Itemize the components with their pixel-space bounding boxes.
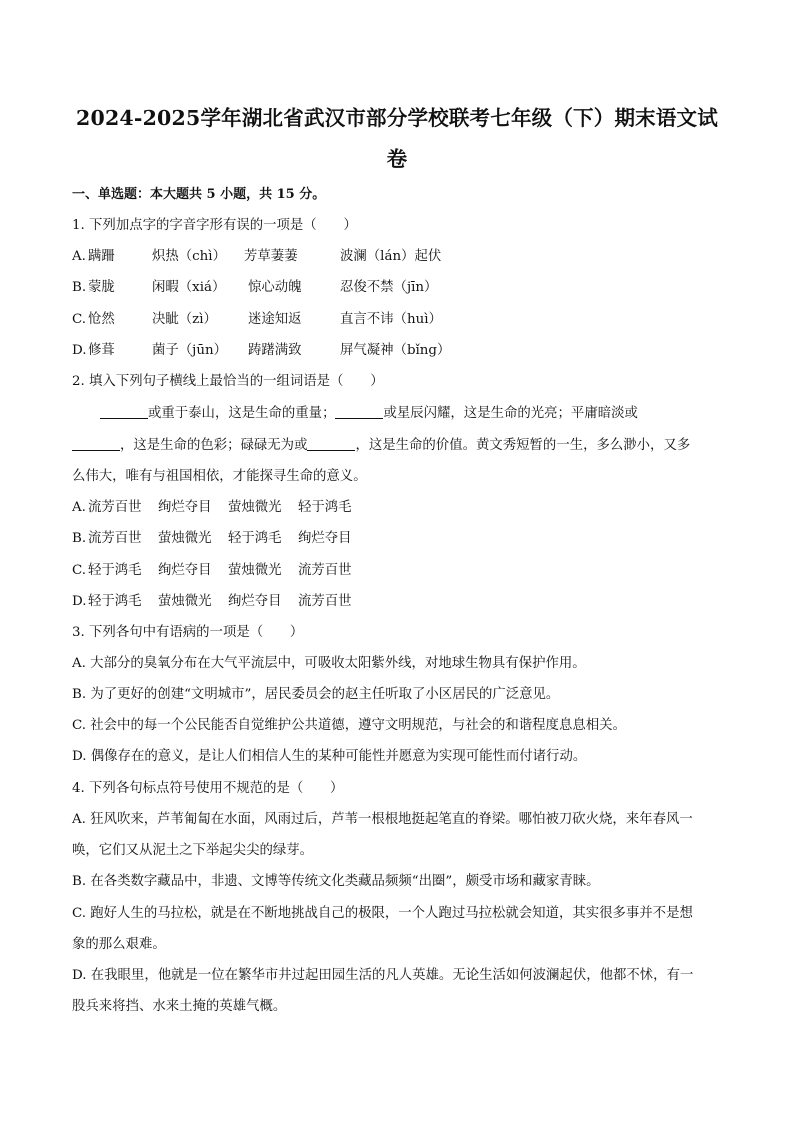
passage-text: 或重于泰山，这是生命的重量； <box>148 406 336 421</box>
question-2-option-c <box>72 560 722 582</box>
option-term: 炽热（chì） <box>152 249 226 264</box>
option-term: 惊心动魄 <box>248 280 302 295</box>
fill-blank <box>307 437 355 451</box>
question-3-option-c: C. 社会中的每一个公民能否自觉维护公共道德，遵守文明规范，与社会的和谐程度息息相关。 <box>72 718 626 733</box>
passage-text: ，这是生命的价值。黄文秀短暂的一生，多么渺小，又多 <box>355 438 691 453</box>
fill-blank <box>335 405 383 419</box>
question-1-option-c <box>72 309 722 331</box>
fill-blank <box>100 405 148 419</box>
question-2-passage-line-3: 么伟大，唯有与祖国相依，才能探寻生命的意义。 <box>72 469 367 484</box>
option-term: 蹒跚 <box>88 249 115 264</box>
title-line-1: 2024-2025学年湖北省武汉市部分学校联考七年级（下）期末语文试 <box>76 106 718 130</box>
question-4-option-c-line-1: C. 跑好人生的马拉松，就是在不断地挑战自己的极限，一个人跑过马拉松就会知道，其实很多事并不是想 <box>72 906 693 921</box>
question-2-option-b <box>72 528 722 550</box>
option-term: 绚烂夺目 <box>158 500 212 515</box>
option-label: B. <box>72 531 87 546</box>
option-label: A. <box>72 249 86 264</box>
question-4-option-d-line-2: 股兵来将挡、水来土掩的英雄气概。 <box>72 999 287 1014</box>
option-term: 轻于鸿毛 <box>228 531 282 546</box>
question-4-stem: 4. 下列各句标点符号使用不规范的是（ ） <box>72 781 344 796</box>
question-1-option-a <box>72 246 722 268</box>
passage-text: 或星辰闪耀，这是生命的光亮；平庸暗淡或 <box>383 406 638 421</box>
option-term: 决眦（zì） <box>152 312 217 327</box>
section-heading: 一、单选题：本大题共 5 小题，共 15 分。 <box>72 187 326 202</box>
title-line-2: 卷 <box>386 147 408 171</box>
option-label: B. <box>72 280 87 295</box>
option-term: 直言不讳（huì） <box>340 312 442 327</box>
question-4-option-d-line-1: D. 在我眼里，他就是一位在繁华市井过起田园生活的凡人英雄。无论生活如何波澜起伏，他都不怵，有一 <box>72 968 694 983</box>
option-term: 屏气凝神（bǐng） <box>340 343 451 358</box>
option-term: 迷途知返 <box>248 312 302 327</box>
question-4-option-a-line-2: 唤，它们又从泥土之下举起尖尖的绿芽。 <box>72 843 314 858</box>
option-term: 闲暇（xiá） <box>152 280 226 295</box>
question-3-stem: 3. 下列各句中有语病的一项是（ ） <box>72 625 304 640</box>
question-3-option-b: B. 为了更好的创建“文明城市”，居民委员会的赵主任听取了小区居民的广泛意见。 <box>72 687 560 702</box>
question-1-option-b <box>72 277 722 299</box>
question-4-option-a-line-1: A. 狂风吹来，芦苇匍匐在水面，风雨过后，芦苇一根根地挺起笔直的脊梁。哪怕被刀砍火烧，来年春风一 <box>72 812 693 827</box>
option-term: 流芳百世 <box>298 563 352 578</box>
question-2-option-d <box>72 591 722 613</box>
option-label: C. <box>72 563 87 578</box>
option-term: 绚烂夺目 <box>158 563 212 578</box>
option-term: 萤烛微光 <box>228 563 282 578</box>
option-term: 绚烂夺目 <box>298 531 352 546</box>
option-term: 芳草萋萋 <box>244 249 298 264</box>
question-2-passage-line-2 <box>72 435 722 457</box>
option-term: 流芳百世 <box>298 594 352 609</box>
option-term: 忍俊不禁（jīn） <box>340 280 438 295</box>
option-term: 踌躇满致 <box>248 343 302 358</box>
option-label: D. <box>72 594 87 609</box>
question-2-passage-line-1 <box>72 403 722 425</box>
fill-blank <box>72 437 120 451</box>
question-1-stem: 1. 下列加点字的字音字形有误的一项是（ ） <box>72 218 357 233</box>
option-term: 绚烂夺目 <box>228 594 282 609</box>
option-term: 萤烛微光 <box>158 531 212 546</box>
question-4-option-b: B. 在各类数字藏品中，非遗、文博等传统文化类藏品频频“出圈”，颇受市场和藏家青睐。 <box>72 874 600 889</box>
option-term: 轻于鸿毛 <box>88 563 142 578</box>
question-2-option-a <box>72 497 722 519</box>
option-term: 修葺 <box>88 343 115 358</box>
option-label: A. <box>72 500 86 515</box>
exam-title <box>72 98 722 180</box>
option-label: C. <box>72 312 87 327</box>
option-term: 波澜（lán）起伏 <box>340 249 442 264</box>
option-term: 流芳百世 <box>88 500 142 515</box>
question-1-option-d <box>72 340 722 362</box>
option-term: 轻于鸿毛 <box>298 500 352 515</box>
option-term: 萤烛微光 <box>228 500 282 515</box>
option-term: 怆然 <box>88 312 115 327</box>
option-term: 流芳百世 <box>88 531 142 546</box>
option-term: 轻于鸿毛 <box>88 594 142 609</box>
option-term: 菌子（jūn） <box>152 343 227 358</box>
question-3-option-d: D. 偶像存在的意义，是让人们相信人生的某种可能性并愿意为实现可能性而付诸行动。 <box>72 749 587 764</box>
option-term: 蒙胧 <box>88 280 115 295</box>
question-3-option-a: A. 大部分的臭氧分布在大气平流层中，可吸收太阳紫外线，对地球生物具有保护作用。 <box>72 656 586 671</box>
question-2-stem: 2. 填入下列句子横线上最恰当的一组词语是（ ） <box>72 374 384 389</box>
option-label: D. <box>72 343 87 358</box>
question-4-option-c-line-2: 象的那么艰难。 <box>72 937 166 952</box>
passage-text: ，这是生命的色彩；碌碌无为或 <box>120 438 308 453</box>
option-term: 萤烛微光 <box>158 594 212 609</box>
